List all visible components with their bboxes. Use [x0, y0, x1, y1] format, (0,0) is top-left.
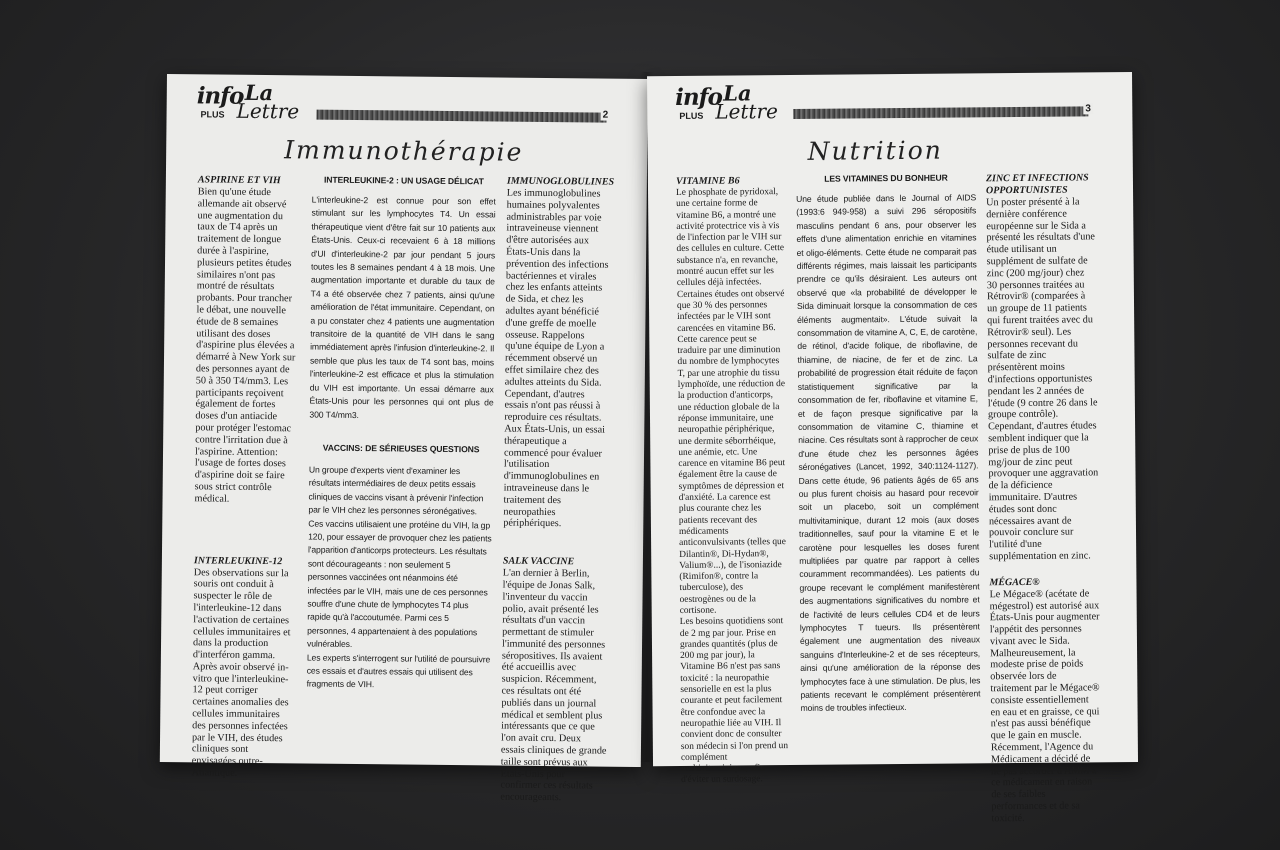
masthead-la: La	[244, 79, 274, 106]
vitamine-b6-text-2: Les besoins quotidiens sont de 2 mg par jour. Prise en grandes quantités (plus de 200 mg par jour), la Vitamine B6 n'est pas sans toxicité : la neuropathie sensorielle en est la plus courante et peut facilement être confondue avec la neuropathie liée au VIH. Il convient donc de consulter son médecin si l'on prend un complément multivitaminique, afin d'éviter un surdosage.	[679, 616, 789, 786]
immunoglobulines-heading: IMMUNOGLOBULINES	[506, 175, 615, 188]
salk-text: L'an dernier à Berlin, l'équipe de Jonas Salk, l'inventeur du vaccin polio, avait présenté les résultats d'un vaccin permettant de stimuler l'immunité des personnes séropositives. Ils avaient été accueillis avec suspicion. Récemment, ces résultats ont été publiés dans un journal médical et semblent plus intéressants que ce que l'on avait cru. Deux essais cliniques de grande taille sont prévus aux États-Unis pour confirmer ces résultats encourageants.	[500, 567, 607, 804]
section-title: Nutrition	[807, 135, 943, 166]
left-column-3	[500, 176, 613, 805]
zinc-text: Un poster présenté à la dernière conférence européenne sur le Sida a présenté les résultats d'une étude utilisant un supplément de sulfate de zinc (200 mg/jour) chez 30 personnes traitées au Rétrovir® (comparées à un groupe de 11 patients qui furent traitées avec du Rétrovir® seul). Les personnes recevant du sulfate de zinc présentèrent moins d'infections opportunistes pendant les 2 années de l'étude (9 contre 26 dans le groupe contrôle). Cependant, d'autres études semblent indiquer que la prise de plus de 100 mg/jour de zinc peut provoquer une aggravation de la déficience immunitaire. D'autres études sont donc nécessaires avant de pouvoir conclure sur l'utilité d'une supplémentation en zinc.	[986, 196, 1099, 563]
right-column-2	[796, 171, 981, 715]
megace-heading: MÉGACE®	[989, 576, 1040, 588]
masthead-bar	[317, 110, 607, 123]
il2-heading: INTERLEUKINE-2 : UN USAGE DÉLICAT	[323, 174, 484, 187]
vitamines-bonheur-text: Une étude publiée dans le Journal of AIDS (1993:6 949-958) a suivi 296 séropositifs masculins pendant 6 ans, pour observer les effets d'une alimentation enrichie en vitamines et oligo-éléments. Cette étude ne comparait pas différents régimes, mais laissait les participants prendre ce qu'ils désiraient. Les auteurs ont observé que «la probabilité de développer le Sida diminuait lorsque la consommation de ces éléments augmentait». L'étude suivait la consommation de vitamine A, C, E, de carotène, de rétinol, d'acide folique, de riboflavine, de thiamine, de niacine, de fer et de zinc. La probabilité de progression était réduite de façon statistiquement significative par la consommation de fer, riboflavine et vitamine E, et de façon presque significative par la consommation de vitamine C, thiamine et niacine. Ces résultats sont à rapprocher de ceux d'une étude chez les personnes âgées séronégatives (Lancet, 1992, 340:1124-1127). Dans cette étude, 96 patients âgés de 65 ans ou plus furent choisis au hasard pour recevoir soit un placebo, soit un complément multivitaminique, durant 12 mois (aux doses traditionnelles, sauf pour la vitamine E et le carotène pour lesquelles les doses furent multipliées par quatre par rapport à celles couramment recommandées). Les patients du groupe recevant le complément manifestèrent des augmentations significatives du nombre et de l'activité de leurs cellules CD4 et de leurs lymphocytes T tueurs. Ils présentèrent également une augmentation des niveaux sanguins d'Interleukine-2 et de ses récepteurs, ainsi qu'une amélioration de la réponse des lymphocytes face à une stimulation. De plus, les patients recevant le complément présentèrent moins de troubles infectieux.	[796, 192, 981, 714]
aspirine-heading: ASPIRINE ET VIH	[197, 174, 281, 187]
aspirine-text: Bien qu'une étude allemande ait observé une augmentation du taux de T4 après un traitement de longue durée à l'aspirine, plusieurs petites études similaires n'ont pas montré de résultats probants. Pour trancher le débat, une nouvelle étude de 8 semaines utilisant des doses d'aspirine plus élevées a démarré à New York sur des personnes ayant de 50 à 350 T4/mm3. Les participants reçoivent également de fortes doses d'un antiacide pour protéger l'estomac contre l'irritation due à l'aspirine. Attention: l'usage de fortes doses d'aspirine doit se faire sous strict contrôle médical.	[194, 186, 296, 505]
vitamine-b6-text-1: Le phosphate de pyridoxal, une certaine forme de vitamine B6, a montré une activité protectrice vis à vis de l'infection par le VIH sur des cellules en culture. Cette substance n'a, en revanche, montré aucun effet sur les cellules déjà infectées. Certaines études ont observé que 30 % des personnes infectées par le VIH sont carencées en vitamine B6. Cette carence peut se traduire par une diminution du nombre de lymphocytes T, par une atrophie du tissu lymphoïde, une réduction de la production d'anticorps, une réduction globale de la réponse immunitaire, une neuropathie périphérique, une dermite séborrhéique, une anémie, etc. Une carence en vitamine B6 peut également être la cause de symptômes de dépression et d'anxiété. La carence est plus courante chez les patients recevant des médicaments anticonvulsivants (telles que Dilantin®, Di-Hydan®, Valium®...), de l'isoniazide (Rimifon®, contre la tuberculose), des oestrogènes ou de la cortisone.	[675, 187, 786, 616]
masthead-info: info	[196, 82, 244, 110]
vitamines-bonheur-heading: LES VITAMINES DU BONHEUR	[824, 172, 948, 184]
masthead-lettre: Lettre	[715, 99, 779, 124]
vaccins-text-2: Les experts s'interrogent sur l'utilité de poursuivre ces essais et d'autres essais qui utilisent des fragments de VIH.	[306, 652, 491, 690]
right-page	[647, 72, 1138, 825]
salk-heading: SALK VACCINE	[502, 555, 575, 568]
il12-text: Des observations sur la souris ont conduit à suspecter le rôle de l'interleukine-12 dans l'activation de certaines cellules immunitaires et dans la production d'interféron gamma. Après avoir observé in-vitro que l'interleukine-12 peut corriger certaines anomalies des cellules immunitaires des personnes infectées par le VIH, des études cliniques sont envisagées outre-Atlantique.	[191, 566, 291, 779]
left-page	[160, 74, 648, 804]
masthead-info: info	[675, 83, 723, 111]
masthead	[196, 80, 326, 125]
vaccins-heading: VACCINS: DE SÉRIEUSES QUESTIONS	[322, 442, 480, 455]
vitamine-b6-heading: VITAMINE B6	[675, 175, 740, 187]
zinc-heading: ZINC ET INFECTIONS OPPORTUNISTES	[985, 172, 1089, 197]
masthead-la: La	[723, 80, 752, 106]
left-column-2	[307, 174, 496, 694]
masthead-plus: PLUS	[679, 110, 704, 121]
masthead-plus: PLUS	[200, 109, 225, 120]
right-column-3	[986, 172, 1102, 825]
masthead-lettre: Lettre	[236, 98, 300, 124]
right-column-1	[676, 175, 789, 787]
page-number: 3	[1085, 103, 1091, 115]
vaccins-text-1: Un groupe d'experts vient d'examiner les résultats intermédiaires de deux petits essais cliniques de vaccins visant à prévenir l'infection par le VIH chez les personnes séronégatives. Ces vaccins utilisaient une protéine du VIH, la gp 120, pour essayer de provoquer chez les patients l'apparition d'anticorps protecteurs. Les résultats sont décourageants : non seulement 5 personnes vaccinées ont néanmoins été infectées par le VIH, mais une de ces personnes souffre d'une chute de lymphocytes T4 plus rapide qu'à l'accoutumée. Parmi ces 5 personnes, 4 appartenaient à des populations vulnérables.	[306, 464, 492, 650]
immunoglobulines-text: Les immunoglobulines humaines polyvalentes administrables par voie intraveineuse viennent d'être autorisées aux États-Unis dans la prévention des infections bactériennes et virales chez les enfants atteints de Sida, et chez les adultes ayant bénéficié d'une greffe de moelle osseuse. Rappelons qu'une équipe de Lyon a récemment observé un effet similaire chez des adultes atteints du Sida. Cependant, d'autres essais n'ont pas réussi à reproduire ces résultats. Aux États-Unis, un essai thérapeutique a commencé pour évaluer l'utilisation d'immunoglobulines en intraveineuse dans le traitement des neuropathies périphériques.	[503, 187, 609, 530]
masthead	[675, 81, 805, 126]
il2-text: L'interleukine-2 est connue pour son effet stimulant sur les lymphocytes T4. Un essai thérapeutique vient d'être fait sur 10 patients aux États-Unis. Ceux-ci recevaient 6 à 18 millions d'UI d'interleukine-2 par jour pendant 5 jours toutes les 8 semaines pendant 4 à 18 mois. Une augmentation importante et durable du taux de T4 a été observée chez 7 patients, ainsi qu'une amélioration de l'état immunitaire. Cependant, on a pu constater chez 4 patients une augmentation transitoire de la quantité de VIH dans le sang immédiatement après l'infusion d'interleukine-2. Il semble que plus les taux de T4 sont bas, moins l'interleukine-2 est efficace et plus la stimulation du VIH est importante. Un essai démarre aux États-Unis pour les personnes qui ont plus de 300 T4/mm3.	[309, 194, 496, 420]
left-column-1	[192, 174, 300, 780]
page-number: 2	[602, 109, 609, 121]
masthead-bar	[793, 106, 1088, 119]
section-title: Immunothérapie	[284, 135, 524, 167]
megace-text: Le Mégace® (acétate de mégestrol) est autorisé aux États-Unis pour augmenter l'appétit des personnes vivant avec le Sida. Malheureusement, la modeste prise de poids observée lors de traitement par le Mégace® consiste essentiellement en eau et en graisse, ce qui n'est pas aussi bénéfique que le gain en muscle. Récemment, l'Agence du Médicament a décidé de ne pas accorder d'AMM à ce médicament en raison de ses faibles performances et de sa toxicité.	[989, 588, 1100, 825]
il12-heading: INTERLEUKINE-12	[193, 554, 283, 567]
